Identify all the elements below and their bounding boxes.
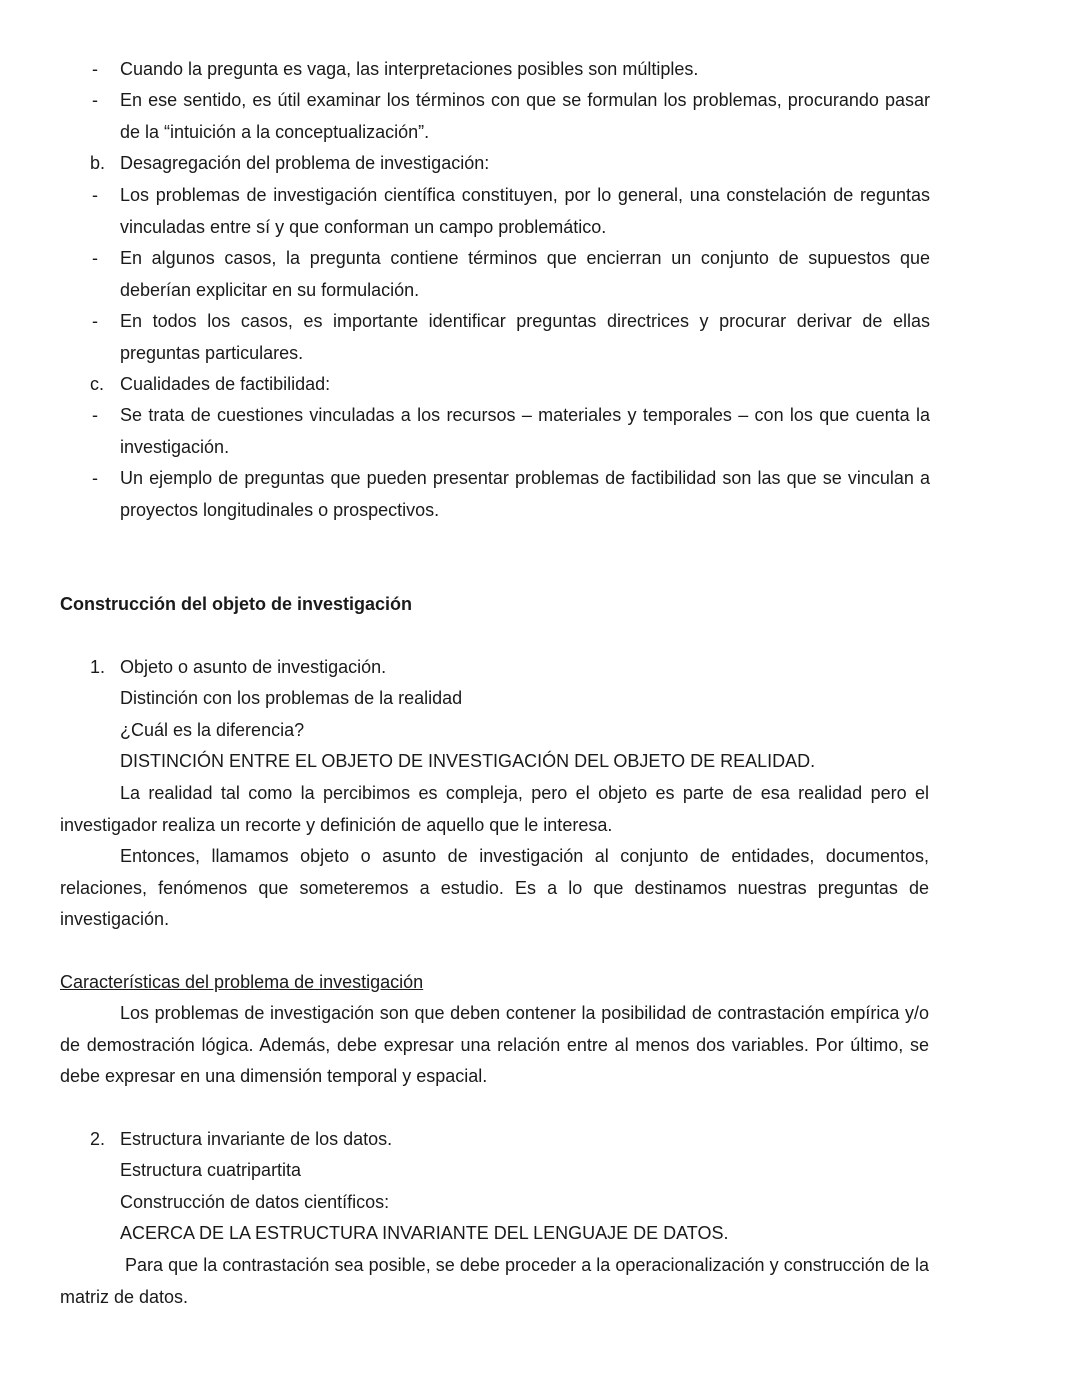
subsection-heading: Características del problema de investigación [60, 972, 424, 992]
paragraph: Para que la contrastación sea posible, se debe proceder a la operacionalización y construcción de la matriz de datos. [60, 1255, 929, 1307]
list-marker-b: b. [90, 153, 106, 173]
list-item-text: Cuando la pregunta es vaga, las interpretaciones posibles son múltiples. [120, 59, 699, 79]
bullet-dash: - [92, 468, 98, 488]
text-line: Estructura cuatripartita [120, 1160, 302, 1180]
text-line: ACERCA DE LA ESTRUCTURA INVARIANTE DEL LENGUAJE DE DATOS. [120, 1223, 729, 1243]
list-item-text: Se trata de cuestiones vinculadas a los recursos – materiales y temporales – con los que cuenta la investigación. [120, 405, 930, 457]
text-line: Construcción de datos científicos: [120, 1192, 390, 1212]
list-item-text: En algunos casos, la pregunta contiene términos que encierran un conjunto de supuestos que deberían explicitar en su formulación. [120, 248, 930, 300]
list-item-text: Un ejemplo de preguntas que pueden presentar problemas de factibilidad son las que se vinculan a proyectos longitudinales o prospectivos. [120, 468, 930, 520]
numbered-item-title: Estructura invariante de los datos. [120, 1129, 393, 1149]
list-marker-2: 2. [90, 1129, 106, 1149]
bullet-dash: - [92, 59, 98, 79]
list-item [90, 400, 930, 463]
list-item [90, 243, 930, 306]
list-marker-1: 1. [90, 657, 106, 677]
list-marker-c: c. [90, 374, 105, 394]
list-item-text: En todos los casos, es importante identificar preguntas directrices y procurar derivar de ellas preguntas particulares. [120, 311, 930, 363]
text-line: DISTINCIÓN ENTRE EL OBJETO DE INVESTIGACIÓN DEL OBJETO DE REALIDAD. [120, 751, 816, 771]
list-item [90, 180, 930, 243]
bullet-dash: - [92, 405, 98, 425]
numbered-item-2 [90, 1124, 930, 1156]
numbered-item-title: Objeto o asunto de investigación. [120, 657, 387, 677]
section-title: Cualidades de factibilidad: [120, 374, 331, 394]
bullet-dash: - [92, 248, 98, 268]
section-b-title [90, 148, 930, 180]
bullet-dash: - [92, 185, 98, 205]
paragraph: La realidad tal como la percibimos es compleja, pero el objeto es parte de esa realidad pero el investigador realiza un recorte y definición de aquello que le interesa. [60, 783, 929, 835]
section-c-title [90, 369, 930, 401]
list-item [90, 54, 930, 86]
list-item [90, 463, 930, 526]
text-line: ¿Cuál es la diferencia? [120, 720, 305, 740]
section-title: Desagregación del problema de investigación: [120, 153, 490, 173]
bullet-dash: - [92, 311, 98, 331]
paragraph: Los problemas de investigación son que deben contener la posibilidad de contrastación empírica y/o de demostración lógica. Además, debe expresar una relación entre al menos dos variables. Por último, se debe expresar en una dimensión temporal y espacial. [60, 1003, 929, 1086]
section-heading: Construcción del objeto de investigación [60, 594, 413, 614]
list-item [90, 306, 930, 369]
text-line: Distinción con los problemas de la realidad [120, 688, 463, 708]
paragraph: Entonces, llamamos objeto o asunto de investigación al conjunto de entidades, documentos, relaciones, fenómenos que someteremos a estudio. Es a lo que destinamos nuestras preguntas de investigación. [60, 846, 929, 929]
list-item [90, 85, 930, 148]
list-item-text: En ese sentido, es útil examinar los términos con que se formulan los problemas, procurando pasar de la “intuición a la conceptualización”. [120, 90, 930, 142]
numbered-item-1 [90, 652, 930, 684]
list-item-text: Los problemas de investigación científica constituyen, por lo general, una constelación de reguntas vinculadas entre sí y que conforman un campo problemático. [120, 185, 930, 237]
bullet-dash: - [92, 90, 98, 110]
